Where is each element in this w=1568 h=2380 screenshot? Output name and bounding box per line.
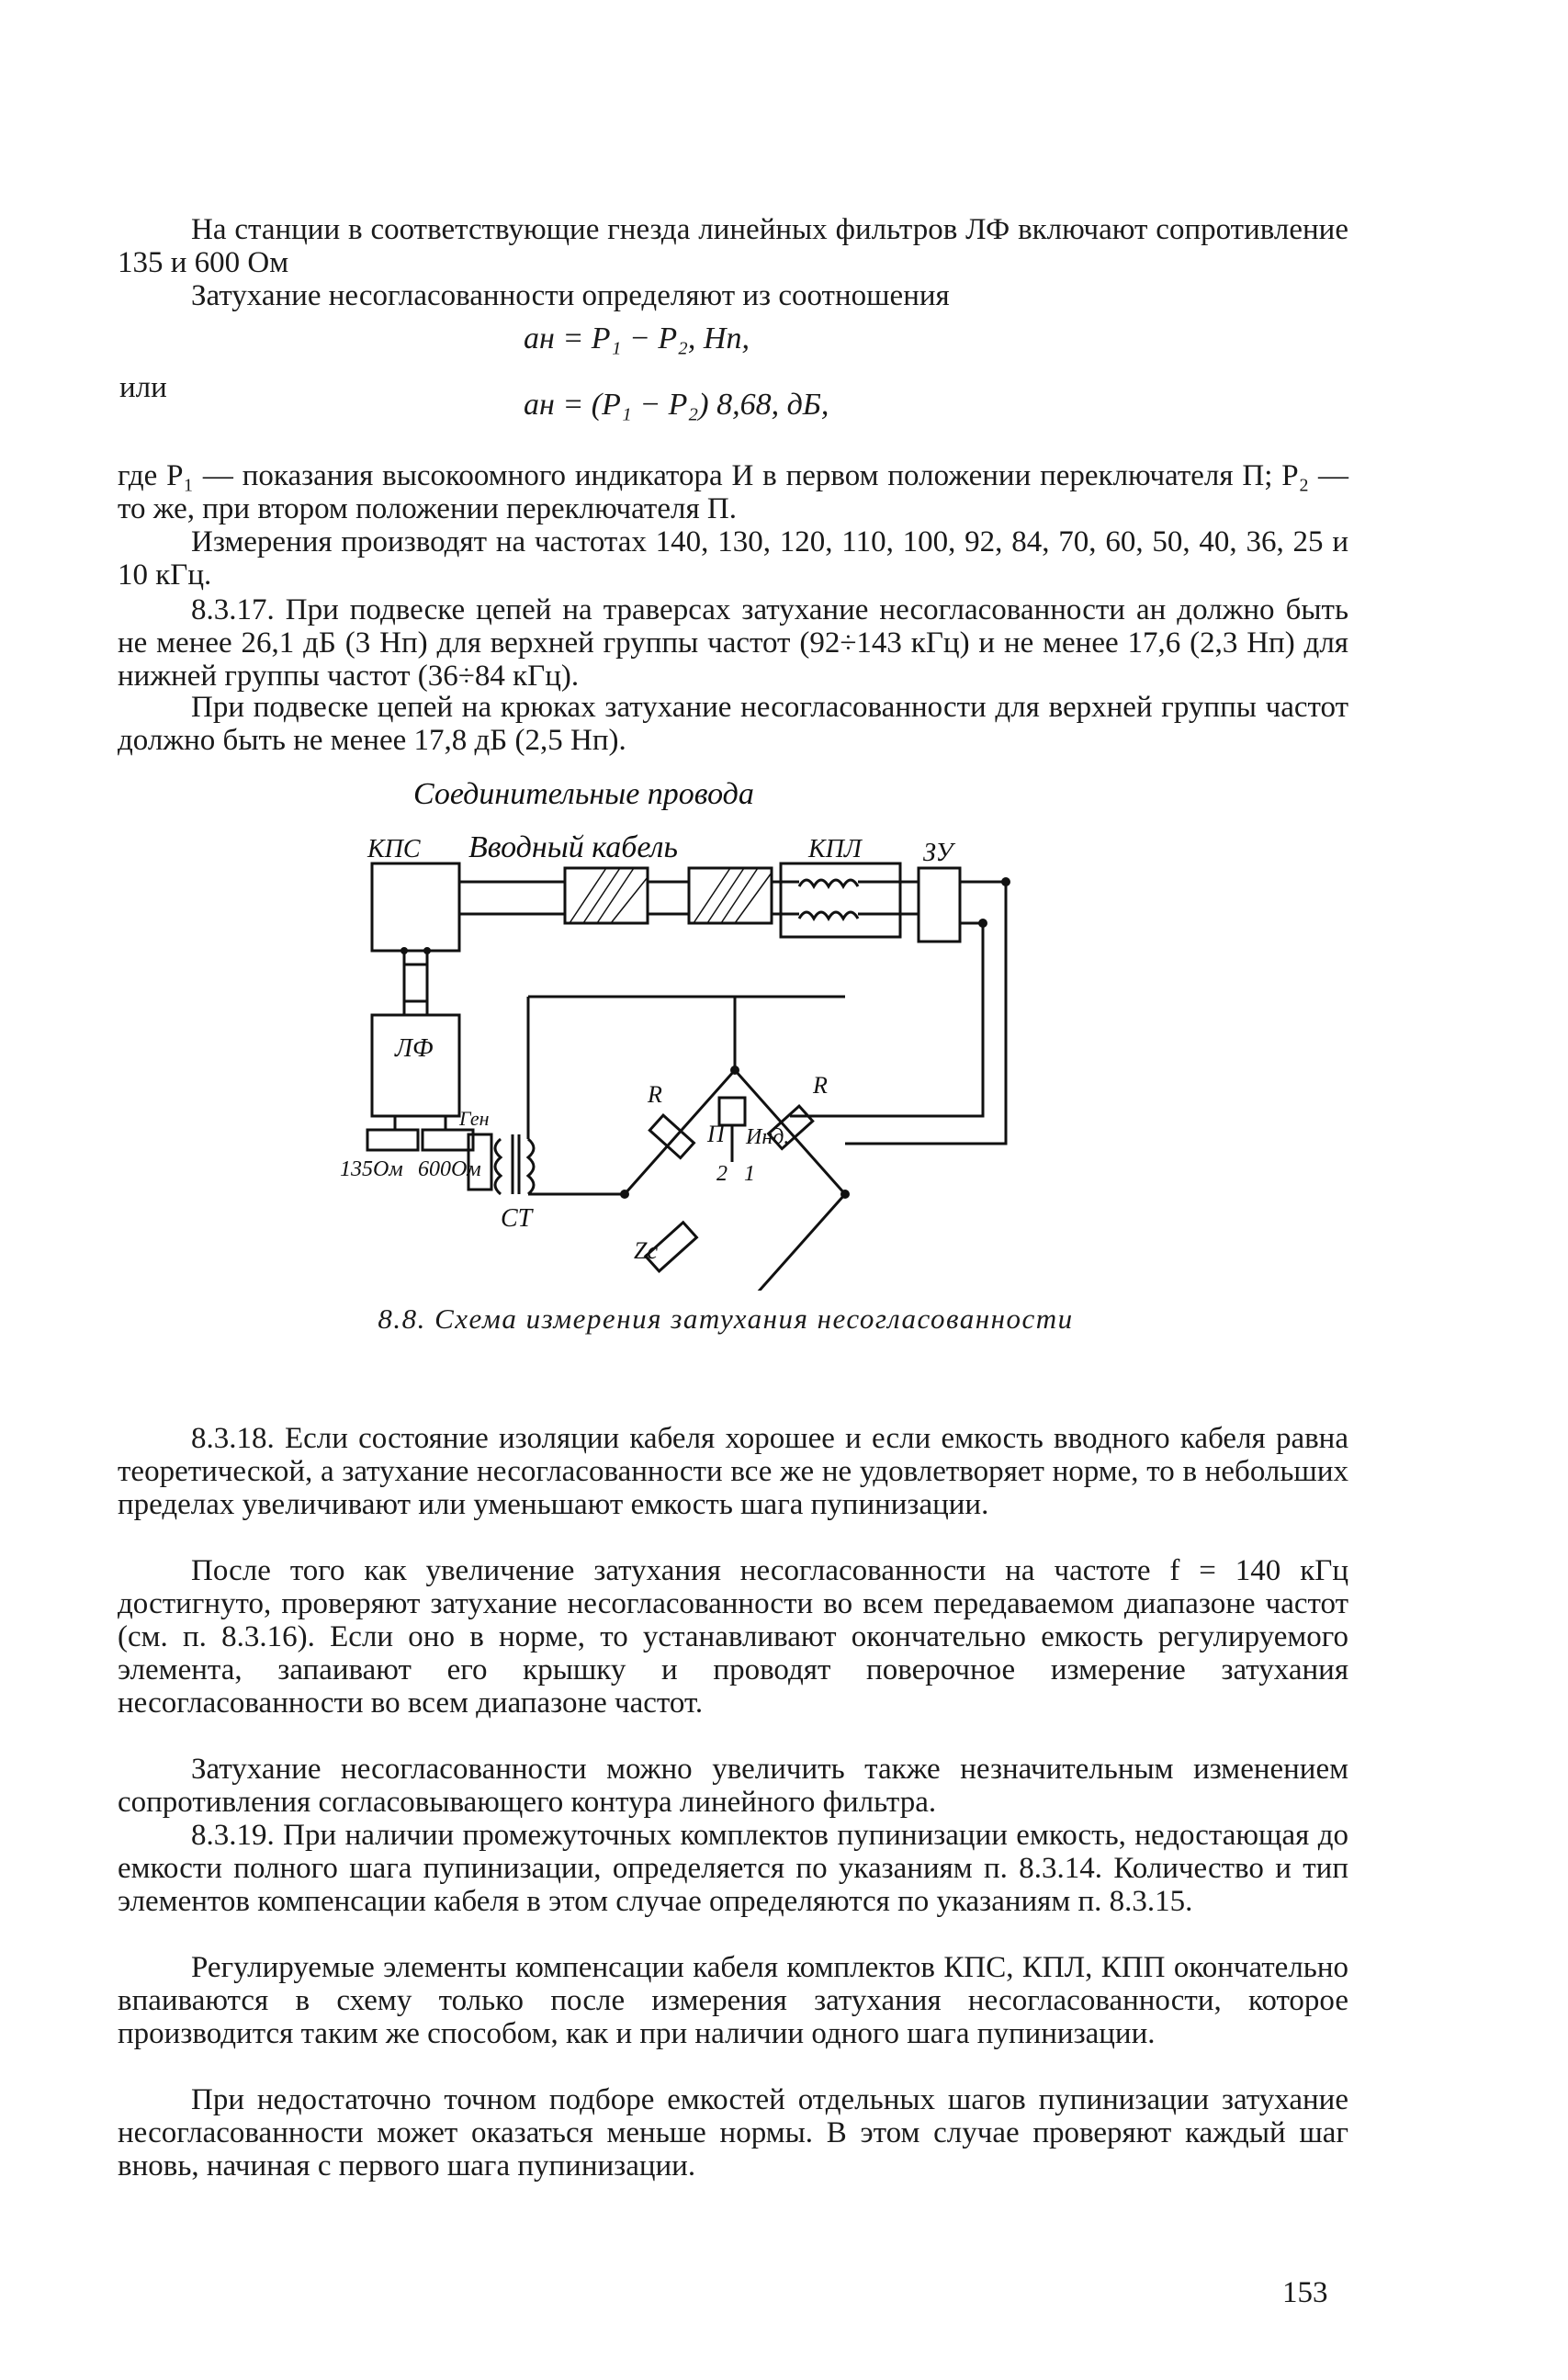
resistor-600 — [423, 1130, 473, 1150]
paragraph-5: 8.3.17. При подвеске цепей на траверсах затухание несогласованности aн должно быть не менее 26,1 дБ (3 Нп) для верхней группы частот (92÷143 кГц) и не менее 17,6 (2,3 Нп) для нижней группы частот (36÷84 кГц). — [118, 593, 1348, 693]
label-connecting-wires: Соединительные провода — [413, 777, 754, 811]
paragraph-10: 8.3.19. При наличии промежуточных комплектов пупинизации емкость, недостающая до емкости полного шага пупинизации, определяется по указаниям п. 8.3.14. Количество и тип элементов компенсации кабеля в этом случае определяются по указаниям п. 8.3.15. — [118, 1819, 1348, 1918]
label-zu: ЗУ — [923, 839, 953, 867]
page-number: 153 — [1282, 2276, 1328, 2309]
transformer-primary — [495, 1139, 501, 1194]
label-r-left: R — [648, 1081, 662, 1108]
paragraph-7: 8.3.18. Если состояние изоляции кабеля хорошее и если емкость вводного кабеля равна теоретической, а затухание несогласованности все же не удовлетворяет норме, то в небольших пределах увеличивают или уменьшают емкость шага пупинизации. — [118, 1422, 1348, 1521]
paragraph-8: После того как увеличение затухания несогласованности на частоте f = 140 кГц достигнуто, проверяют затухание несогласованности во всем передаваемом диапазоне частот (см. п. 8.3.16). Если оно в норме, то устанавливают окончательно емкость регулируемого элемента, запаивают его крышку и проводят поверочное измерение затухания несогласованности во всем диапазоне частот. — [118, 1554, 1348, 1720]
formula-1: aн = P₁ − P₂, Нп, — [524, 321, 750, 355]
label-kpl: КПЛ — [808, 835, 862, 863]
label-position-1: 1 — [744, 1162, 755, 1186]
transformer-secondary — [528, 1139, 534, 1194]
measurement-circuit-diagram — [331, 776, 1121, 1291]
paragraph-4: Измерения производят на частотах 140, 130, 120, 110, 100, 92, 84, 70, 60, 50, 40, 36, 25 и 10 кГц. — [118, 525, 1348, 592]
resistor-135 — [367, 1130, 418, 1150]
label-r-right: R — [813, 1072, 828, 1099]
label-600-ohm: 600Ом — [418, 1157, 481, 1181]
label-generator: Ген — [459, 1107, 490, 1130]
paragraph-6: При подвеске цепей на крюках затухание несогласованности для верхней группы частот должно быть не менее 17,8 дБ (2,5 Нп). — [118, 691, 1348, 757]
lf-box — [372, 1015, 459, 1116]
cable-section-left — [565, 868, 648, 923]
label-switch-p: П — [707, 1121, 725, 1147]
label-kps: КПС — [367, 835, 421, 863]
kpl-box — [781, 863, 900, 937]
cable-section-right — [689, 868, 772, 923]
word-or: или — [119, 371, 167, 404]
paragraph-12: При недостаточно точном подборе емкостей отдельных шагов пупинизации затухание несогласованности может оказаться меньше нормы. В этом случае проверяют каждый шаг вновь, начиная с первого шага пупинизации. — [118, 2083, 1348, 2183]
paragraph-11: Регулируемые элементы компенсации кабеля комплектов КПС, КПЛ, КПП окончательно впаиваются в схему только после измерения затухания несогласованности, которое производится таким же способом, как и при наличии одного шага пупинизации. — [118, 1951, 1348, 2050]
cross-connector — [404, 964, 427, 1001]
label-indicator: Инд. — [746, 1125, 790, 1149]
label-lf: ЛФ — [395, 1034, 434, 1063]
label-input-cable: Вводный кабель — [468, 830, 678, 864]
label-position-2: 2 — [716, 1162, 728, 1186]
paragraph-9: Затухание несогласованности можно увеличить также незначительным изменением сопротивления согласовывающего контура линейного фильтра. — [118, 1753, 1348, 1819]
zu-box — [919, 868, 960, 942]
paragraph-1: На станции в соответствующие гнезда линейных фильтров ЛФ включают сопротивление 135 и 600 Ом — [118, 213, 1348, 279]
paragraph-2: Затухание несогласованности определяют из соотношения — [191, 279, 950, 312]
label-zc: Zc — [634, 1237, 658, 1264]
label-135-ohm: 135Ом — [340, 1157, 403, 1181]
formula-2: aн = (P₁ − P₂) 8,68, дБ, — [524, 388, 829, 422]
label-st: СТ — [501, 1204, 533, 1233]
paragraph-3: где P₁ — показания высокоомного индикатора И в первом положении переключателя П; P₂ — то же, при втором положении переключателя П. — [118, 459, 1348, 525]
figure-caption: 8.8. Схема измерения затухания несогласованности — [378, 1303, 1074, 1335]
kps-box — [372, 863, 459, 951]
